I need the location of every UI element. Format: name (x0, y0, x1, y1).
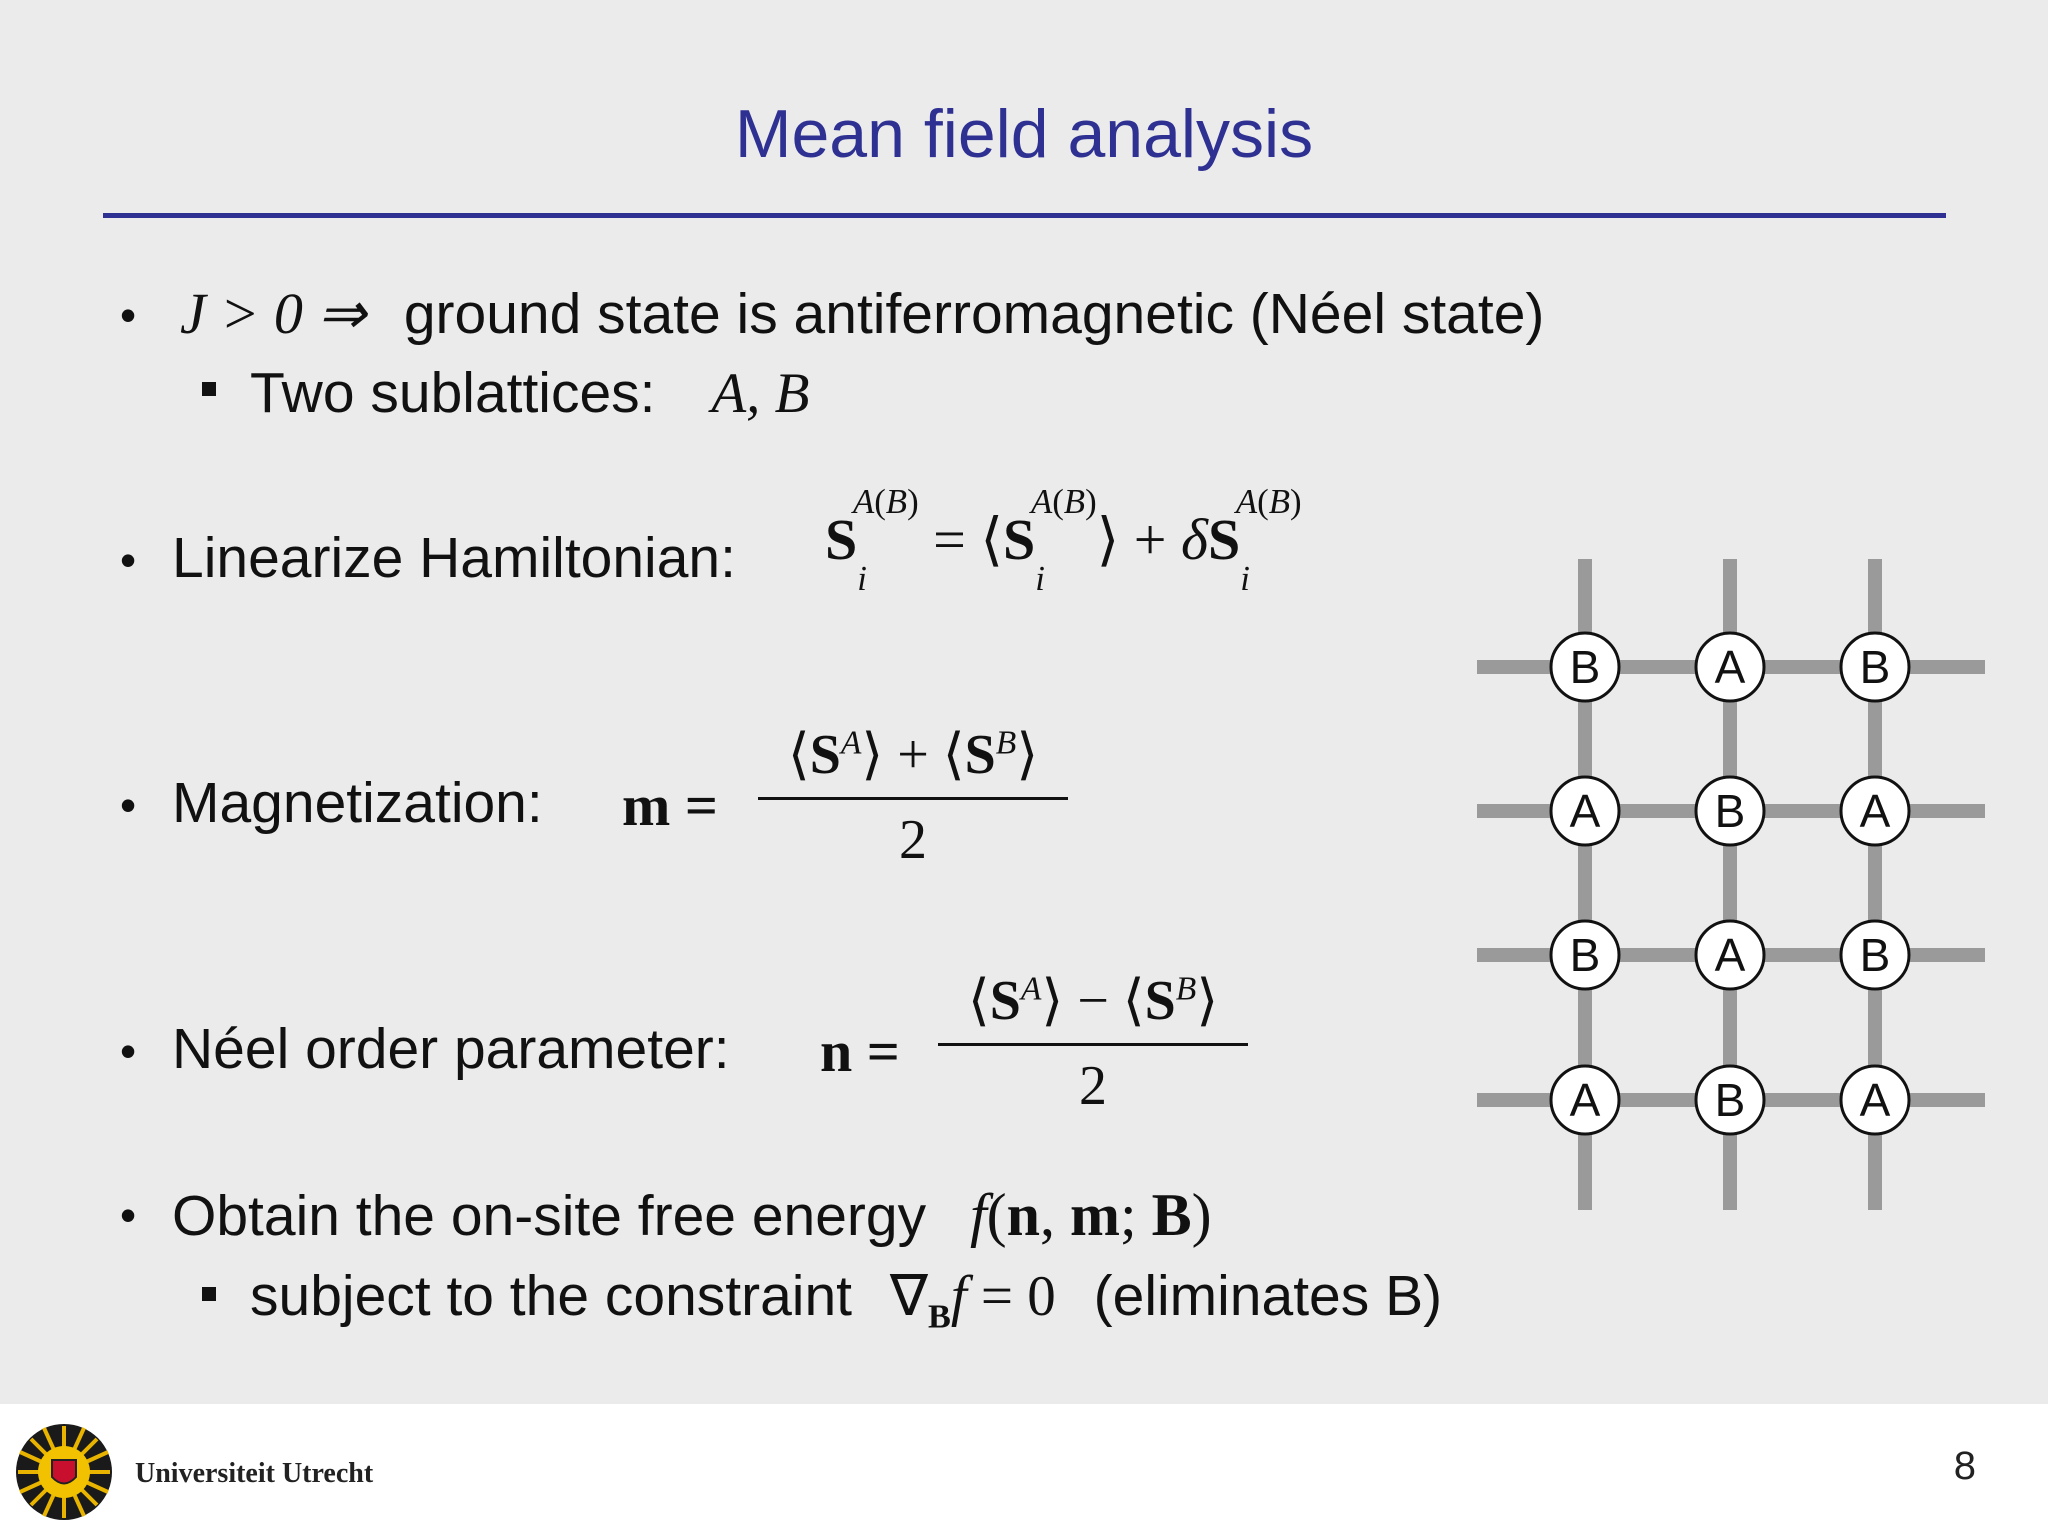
lattice-site-label: B (1859, 641, 1891, 693)
lattice-site-label: A (1714, 641, 1746, 693)
bullet-dot: • (120, 1189, 137, 1241)
bullet-dot: • (120, 1025, 137, 1077)
lattice-site-label: A (1569, 785, 1601, 837)
linearize-equation: $S_i^{A(B)}$ = $⟨S_i^{A(B)}⟩ + \delta S_i^{A(B)}$ (825, 481, 1302, 598)
neel-lhs: n = (820, 1019, 900, 1084)
magnetization-numerator: $⟨S^A⟩$ + $⟨S^B⟩$ (787, 724, 1039, 786)
bullet-1-text: ground state is antiferromagnetic (Néel state) (403, 282, 1545, 346)
neel-numerator: $⟨S^A⟩$ − $⟨S^B⟩$ (967, 970, 1219, 1032)
fraction-bar (938, 1043, 1248, 1046)
magnetization-fraction (758, 722, 1068, 872)
fraction-bar (758, 797, 1068, 800)
bullet-1-sub (250, 361, 810, 425)
sub-bullet-square (202, 1287, 216, 1301)
brand-name: Universiteit Utrecht (135, 1458, 374, 1489)
bullet-1-sub-math: A, B (711, 362, 810, 425)
lattice-site-label: A (1569, 1074, 1601, 1126)
bullet-3-text: Magnetization: (172, 771, 543, 835)
bullet-5-sub-text: subject to the constraint (250, 1264, 853, 1328)
lattice-site-label: B (1714, 1074, 1746, 1126)
bullet-2-text: Linearize Hamiltonian: (172, 526, 736, 590)
sublattice-diagram (1470, 555, 2010, 1215)
lattice-site-label: B (1569, 641, 1601, 693)
footer (0, 1404, 2048, 1534)
bullet-5-sub-tail: (eliminates B) (1093, 1264, 1443, 1328)
lattice-site-label: A (1714, 929, 1746, 981)
magnetization-denominator: 2 (899, 809, 927, 871)
bullet-dot: • (120, 289, 137, 341)
page-number: 8 (1953, 1444, 1976, 1488)
lattice-site-label: B (1859, 929, 1891, 981)
magnetization-lhs: m = (622, 773, 718, 838)
lattice-site-label: A (1859, 1074, 1891, 1126)
title-rule (103, 213, 1946, 218)
slide-title: Mean field analysis (734, 96, 1314, 172)
neel-denominator: 2 (1079, 1055, 1107, 1117)
bullet-1 (180, 281, 1545, 346)
constraint-math: $\nabla_Bf = 0$ (889, 1265, 1056, 1336)
bullet-dot: • (120, 779, 137, 831)
bullet-1-math: J > 0 ⇒ (180, 281, 366, 346)
bullet-dot: • (120, 534, 137, 586)
bullet-4-text: Néel order parameter: (172, 1017, 730, 1081)
lattice-site-label: B (1569, 929, 1601, 981)
university-sun-logo (14, 1422, 114, 1522)
bullet-5-text: Obtain the on-site free energy (172, 1184, 927, 1248)
bullet-1-sub-text: Two sublattices: (250, 361, 656, 425)
bullet-5 (172, 1182, 1212, 1248)
lattice-site-label: A (1859, 785, 1891, 837)
neel-fraction (938, 968, 1248, 1118)
sub-bullet-square (202, 382, 216, 396)
lattice-site-label: B (1714, 785, 1746, 837)
bullet-5-sub (250, 1264, 1443, 1336)
free-energy-math: f(n, m; B) (969, 1182, 1212, 1248)
